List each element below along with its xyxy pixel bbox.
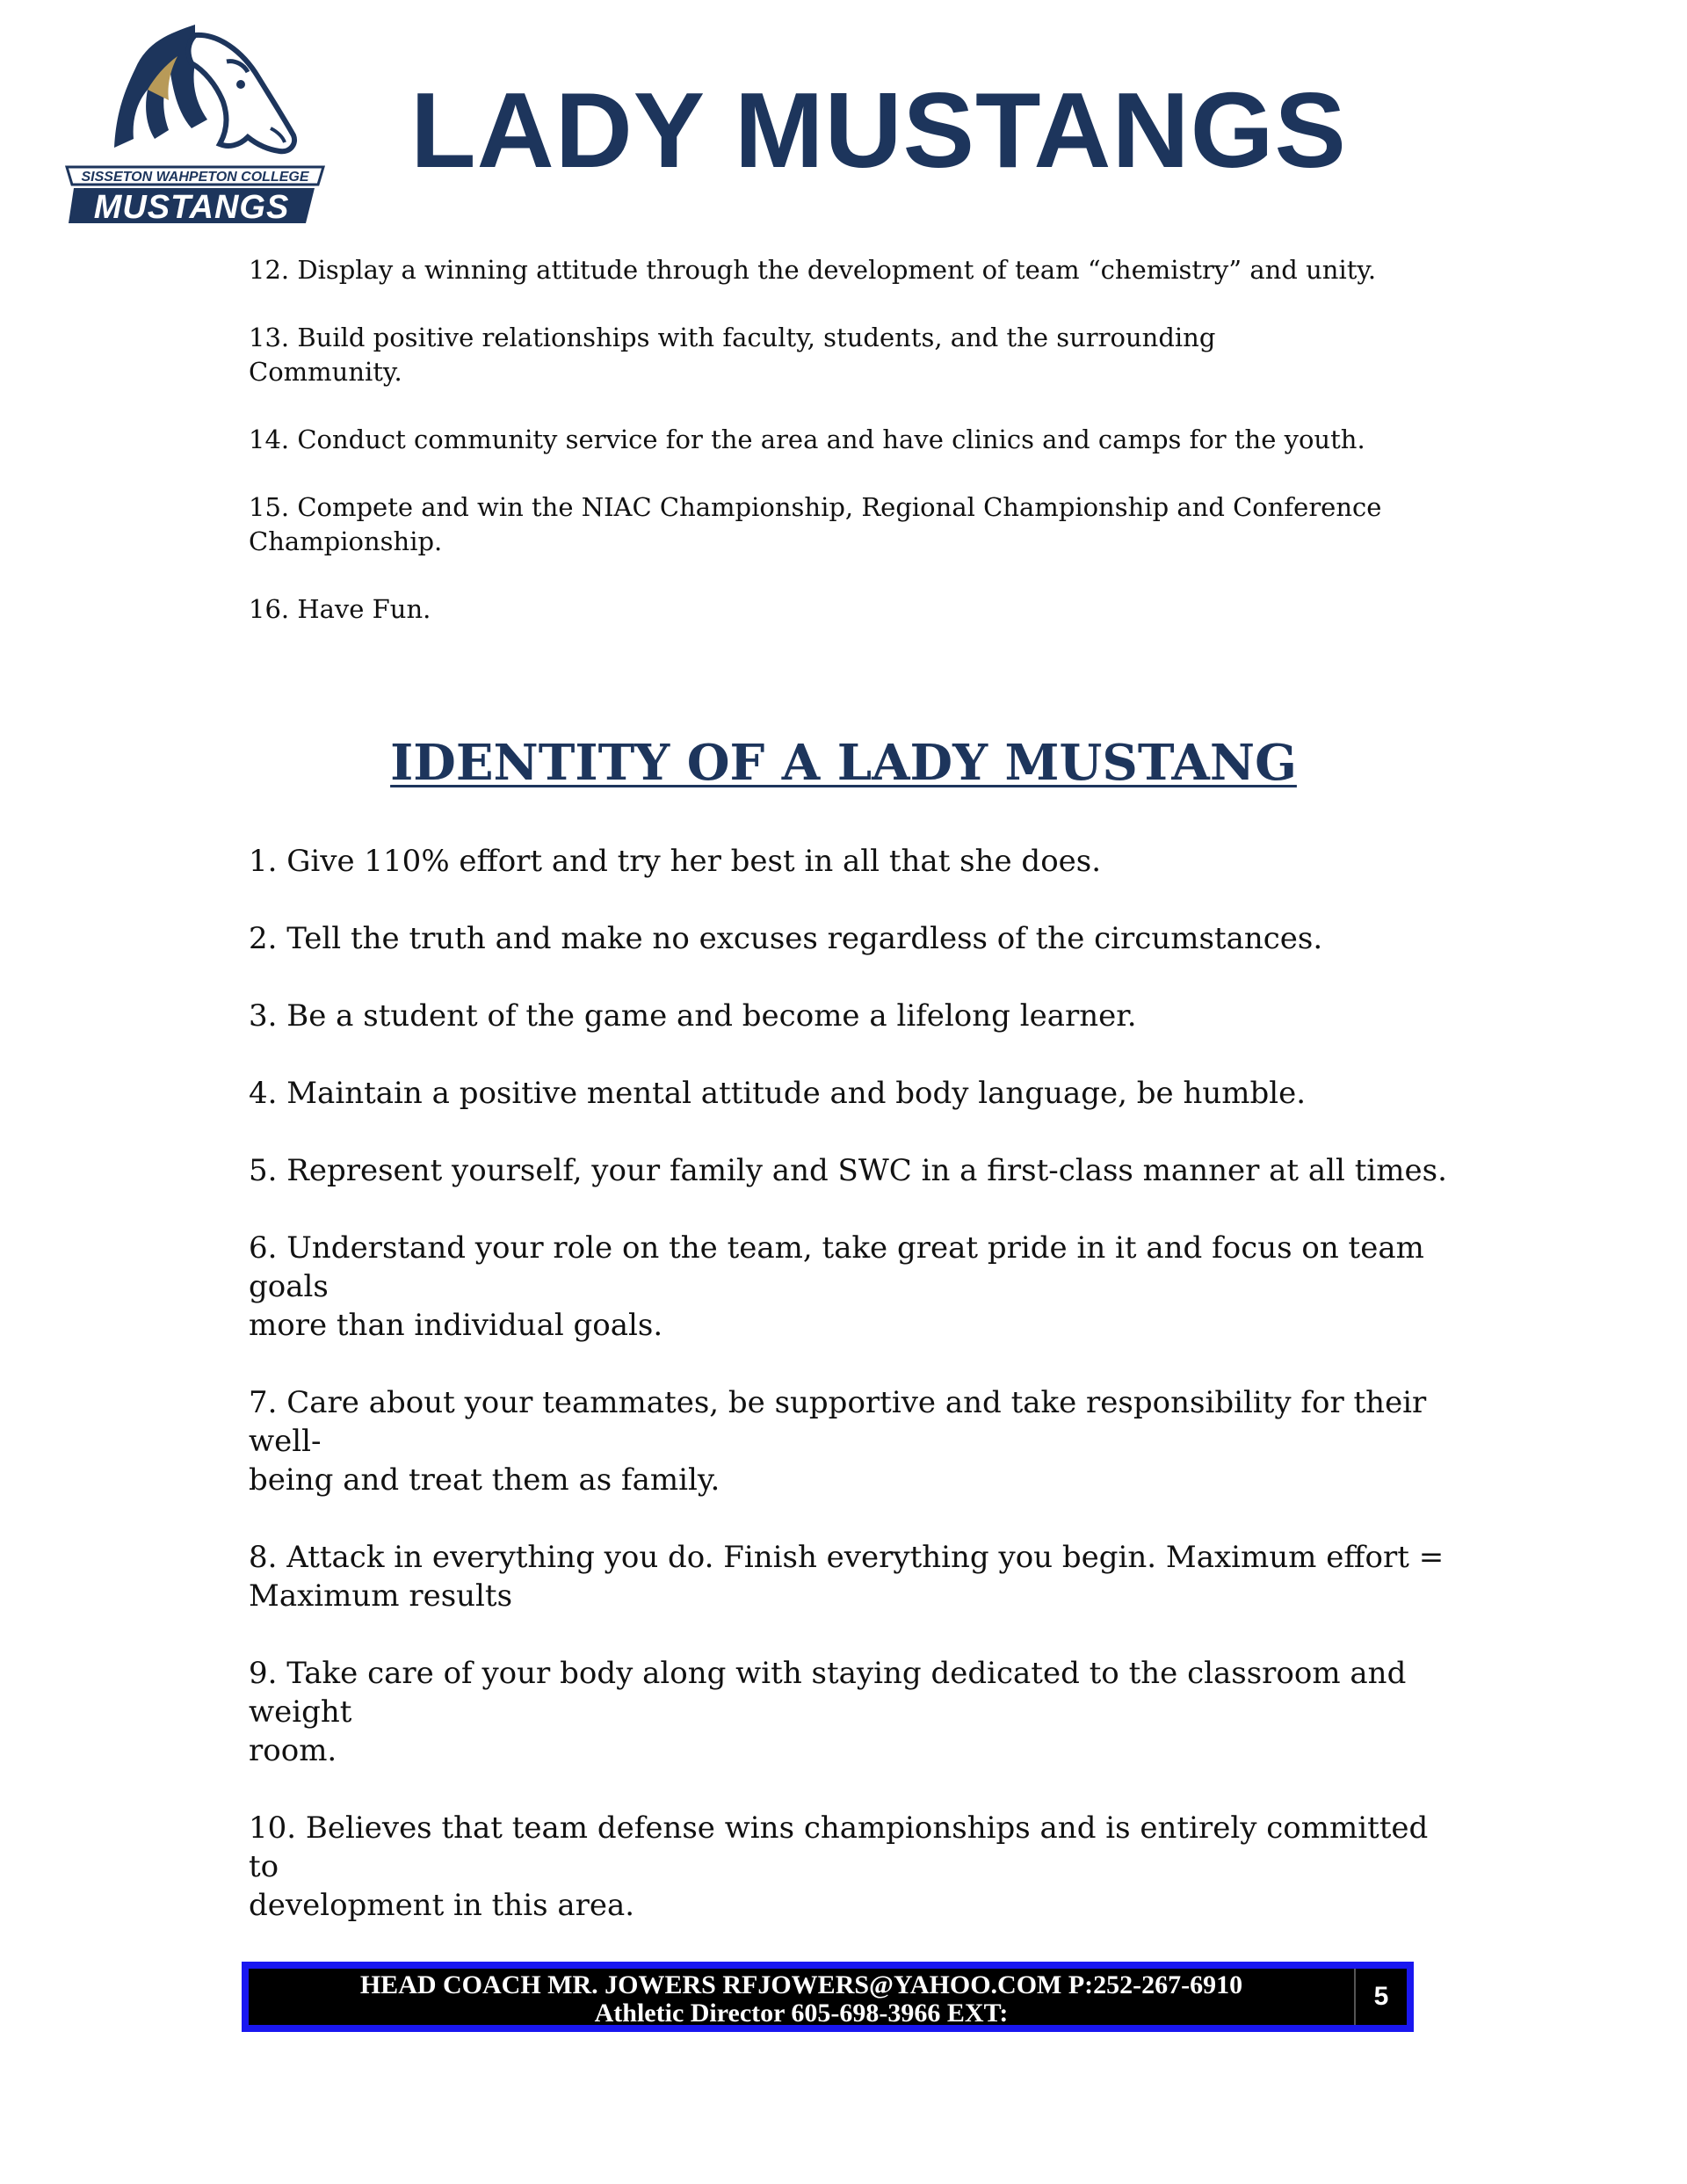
identity-item: 7. Care about your teammates, be supportive and take responsibility for their well- being and treat them as family.: [249, 1385, 1427, 1498]
footer-coach-line: HEAD COACH MR. JOWERS RFJOWERS@YAHOO.COM P:252-267-6910: [359, 1970, 1243, 1999]
identity-item: 4. Maintain a positive mental attitude and body language, be humble.: [249, 1076, 1307, 1111]
footer-director-line: Athletic Director 605-698-3966 EXT:: [594, 1999, 1009, 2028]
goal-item: 13. Build positive relationships with faculty, students, and the surrounding Community.: [249, 323, 1216, 387]
goal-item: 16. Have Fun.: [249, 594, 431, 624]
page-title: LADY MUSTANGS: [410, 70, 1347, 190]
identity-item: 6. Understand your role on the team, take great pride in it and focus on team goals more than individual goals.: [249, 1230, 1424, 1343]
identity-item: 5. Represent yourself, your family and SWC in a first-class manner at all times.: [249, 1153, 1447, 1188]
identity-item: 1. Give 110% effort and try her best in all that she does.: [249, 844, 1102, 879]
logo-college-text: SISSETON WAHPETON COLLEGE: [81, 170, 309, 185]
goal-item: 14. Conduct community service for the area and have clinics and camps for the youth.: [249, 424, 1365, 454]
identity-item: 10. Believes that team defense wins championships and is entirely committed to development in this area.: [249, 1810, 1429, 1923]
identity-item: 2. Tell the truth and make no excuses regardless of the circumstances.: [249, 921, 1323, 956]
identity-item: 3. Be a student of the game and become a lifelong learner.: [249, 998, 1137, 1034]
page-number: 5: [1354, 1969, 1407, 2025]
college-logo: [63, 16, 327, 227]
goal-item: 12. Display a winning attitude through the development of team “chemistry” and unity.: [249, 255, 1377, 285]
identity-heading: IDENTITY OF A LADY MUSTANG: [390, 734, 1297, 792]
page-footer: [242, 1962, 1414, 2032]
identity-list: [249, 842, 1452, 1963]
mustang-logo-icon: [63, 16, 327, 227]
goals-list: [249, 253, 1391, 660]
goal-item: 15. Compete and win the NIAC Championship, Regional Championship and Conference Championship.: [249, 492, 1382, 556]
identity-item: 8. Attack in everything you do. Finish everything you begin. Maximum effort = Maximum results: [249, 1540, 1444, 1614]
identity-item: 9. Take care of your body along with staying dedicated to the classroom and weight room.: [249, 1656, 1407, 1768]
logo-team-text: MUSTANGS: [93, 189, 290, 226]
footer-contact: [249, 1969, 1354, 2028]
